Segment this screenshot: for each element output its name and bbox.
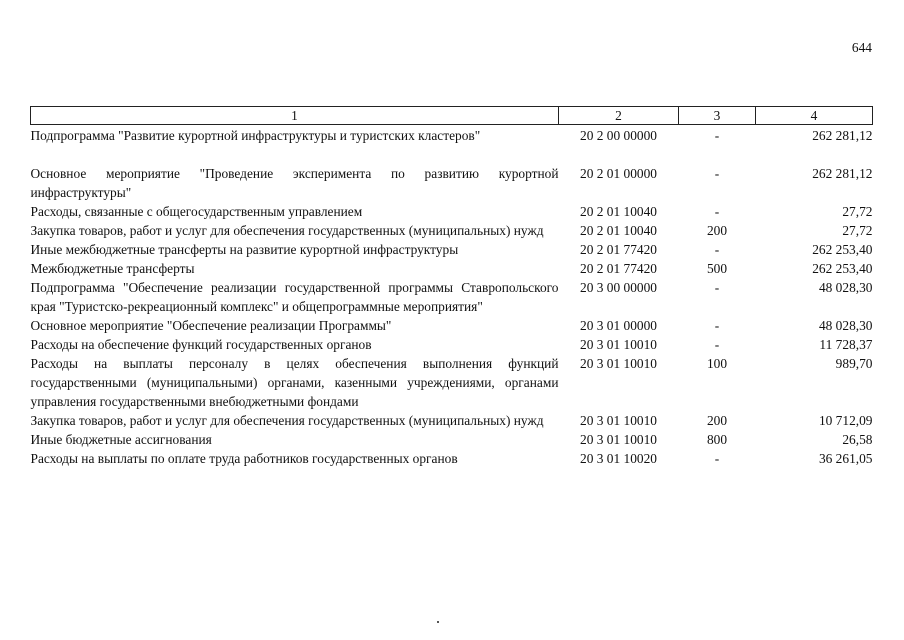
table-row [31,449,873,468]
row-type: - [714,128,720,143]
row-name: Иные бюджетные ассигнования [30,432,212,447]
table-row [31,164,873,202]
row-code: 20 3 01 10010 [580,337,657,352]
table-row [31,221,873,240]
row-name: Закупка товаров, работ и услуг для обеспечения государственных (муниципальных) нужд [30,223,544,238]
row-name: Расходы на выплаты по оплате труда работников государственных органов [30,451,458,466]
row-type: 500 [706,261,728,276]
header-col-1: 1 [31,107,559,125]
row-code: 20 2 01 10040 [580,223,657,238]
row-type: - [714,204,720,219]
row-name: Основное мероприятие "Обеспечение реализации Программы" [30,318,392,333]
header-col-4: 4 [756,107,873,125]
row-amount: 262 281,12 [812,128,873,143]
row-code: 20 3 00 00000 [580,280,657,295]
row-name: Межбюджетные трансферты [30,261,195,276]
row-code: 20 3 01 10020 [580,451,657,466]
row-type: 100 [706,356,728,371]
table-row [31,202,873,221]
row-code: 20 2 01 00000 [580,166,657,181]
row-amount: 27,72 [842,204,873,219]
row-code: 20 3 01 10010 [580,356,657,371]
table-row [31,354,873,411]
row-type: - [714,318,720,333]
row-amount: 27,72 [842,223,873,238]
header-col-2: 2 [559,107,679,125]
row-amount: 48 028,30 [818,280,873,295]
row-name: Расходы, связанные с общегосударственным управлением [30,204,363,219]
row-amount: 262 281,12 [812,166,873,181]
row-type: - [714,337,720,352]
row-code: 20 3 01 10010 [580,413,657,428]
row-type: - [714,166,720,181]
budget-table [30,106,873,468]
row-amount: 26,58 [842,432,873,447]
row-code: 20 2 01 77420 [580,261,657,276]
row-type: - [714,280,720,295]
table-row [31,430,873,449]
row-type: 200 [706,413,728,428]
table-row [31,316,873,335]
row-amount: 11 728,37 [819,337,873,352]
row-name: Основное мероприятие "Проведение эксперимента по развитию курортной инфраструктуры" [30,166,559,200]
header-col-3: 3 [679,107,756,125]
row-type: 800 [706,432,728,447]
stray-mark [437,621,439,623]
row-amount: 262 253,40 [812,242,873,257]
row-name: Подпрограмма "Обеспечение реализации государственной программы Ставропольского края "Туристско-рекреационный комплекс" и общепрограммные мероприятия" [30,280,559,314]
row-amount: 48 028,30 [818,318,873,333]
row-amount: 10 712,09 [818,413,873,428]
row-code: 20 2 01 10040 [580,204,657,219]
row-name: Расходы на обеспечение функций государственных органов [30,337,372,352]
row-type: - [714,242,720,257]
table-row [31,411,873,430]
row-name: Подпрограмма "Развитие курортной инфраструктуры и туристских кластеров" [30,128,481,143]
row-code: 20 2 00 00000 [580,128,657,143]
row-amount: 262 253,40 [812,261,873,276]
row-code: 20 3 01 10010 [580,432,657,447]
row-name: Расходы на выплаты персоналу в целях обеспечения выполнения функций государственными (муниципальными) органами, казенными учреждениями, органами управления государственными внебюджетными фондами [30,356,559,409]
table-row [31,259,873,278]
row-name: Закупка товаров, работ и услуг для обеспечения государственных (муниципальных) нужд [30,413,544,428]
row-code: 20 3 01 00000 [580,318,657,333]
row-name: Иные межбюджетные трансферты на развитие курортной инфраструктуры [30,242,459,257]
row-amount: 989,70 [835,356,873,371]
table-row [31,240,873,259]
table-header-row [31,107,873,125]
table-row [31,335,873,354]
row-type: - [714,451,720,466]
table-row [31,278,873,316]
row-amount: 36 261,05 [818,451,873,466]
row-code: 20 2 01 77420 [580,242,657,257]
page-number: 644 [851,40,872,55]
table-row [31,125,873,165]
row-type: 200 [706,223,728,238]
